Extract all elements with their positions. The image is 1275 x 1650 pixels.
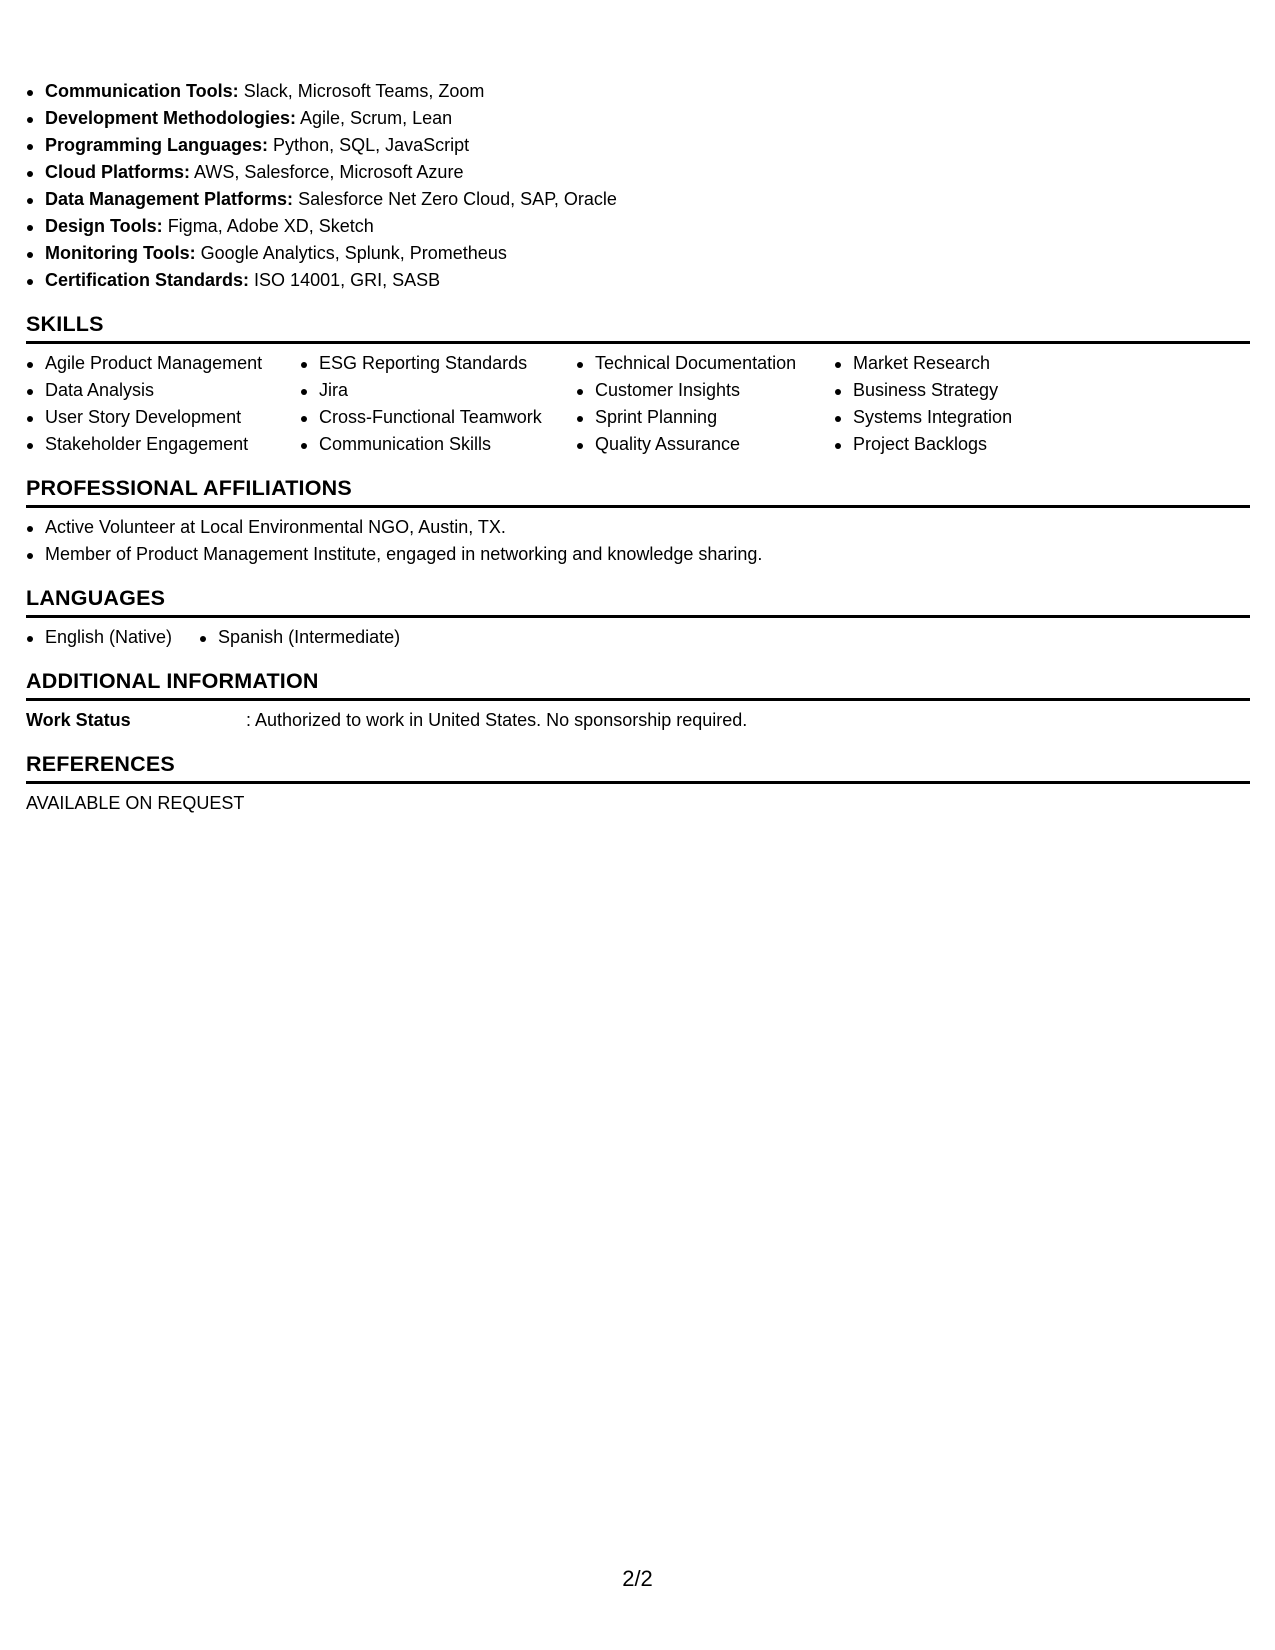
skill-item: ESG Reporting Standards [300,350,576,377]
tool-label: Communication Tools: [45,81,239,101]
language-item: Spanish (Intermediate) [199,624,400,651]
affiliation-item: Active Volunteer at Local Environmental NGO, Austin, TX. [26,514,1250,541]
skill-item: Quality Assurance [576,431,834,458]
skill-item: Cross-Functional Teamwork [300,404,576,431]
section-title-languages: LANGUAGES [26,585,1250,618]
skill-item: Sprint Planning [576,404,834,431]
tool-value: Figma, Adobe XD, Sketch [167,216,374,236]
skill-item: Customer Insights [576,377,834,404]
tool-item-monitoring [26,240,1250,267]
skill-item: Market Research [834,350,1094,377]
tool-item-communication [26,78,1250,105]
tool-label: Design Tools: [45,216,163,236]
skill-item: User Story Development [26,404,300,431]
language-item: English (Native) [26,624,172,651]
skills-column [26,350,300,458]
affiliation-item: Member of Product Management Institute, engaged in networking and knowledge sharing. [26,541,1250,568]
additional-info-section [26,668,1250,734]
tool-label: Certification Standards: [45,270,250,290]
tool-item-methodologies [26,105,1250,132]
tool-item-data-management [26,186,1250,213]
section-title-skills: SKILLS [26,311,1250,344]
tool-value: Salesforce Net Zero Cloud, SAP, Oracle [298,189,617,209]
affiliations-section [26,475,1250,568]
skill-item: Business Strategy [834,377,1094,404]
section-title-affiliations: PROFESSIONAL AFFILIATIONS [26,475,1250,508]
tool-label: Cloud Platforms: [45,162,191,182]
skills-column [834,350,1094,458]
tool-item-programming [26,132,1250,159]
skill-item: Systems Integration [834,404,1094,431]
tool-label: Data Management Platforms: [45,189,294,209]
skills-column [576,350,834,458]
tool-label: Programming Languages: [45,135,269,155]
skill-item: Technical Documentation [576,350,834,377]
page-number: 2/2 [622,1566,653,1591]
tool-item-cloud [26,159,1250,186]
skills-section [26,311,1250,458]
tool-value: Slack, Microsoft Teams, Zoom [243,81,485,101]
references-section [26,751,1250,817]
tool-item-design [26,213,1250,240]
tool-item-certification [26,267,1250,294]
skill-item: Communication Skills [300,431,576,458]
skill-item: Project Backlogs [834,431,1094,458]
skill-item: Data Analysis [26,377,300,404]
skills-column [300,350,576,458]
work-status-label: Work Status [26,710,131,730]
tool-value: Python, SQL, JavaScript [273,135,470,155]
tool-value: Google Analytics, Splunk, Prometheus [200,243,507,263]
work-status-row [26,707,1250,734]
languages-list [26,624,1250,651]
skill-item: Jira [300,377,576,404]
affiliations-list [26,514,1250,568]
tool-label: Monitoring Tools: [45,243,196,263]
tool-value: ISO 14001, GRI, SASB [254,270,441,290]
work-status-value: : Authorized to work in United States. No sponsorship required. [246,710,748,730]
section-title-additional-info: ADDITIONAL INFORMATION [26,668,1250,701]
tool-value: Agile, Scrum, Lean [300,108,453,128]
skill-item: Agile Product Management [26,350,300,377]
section-title-references: REFERENCES [26,751,1250,784]
skills-grid [26,350,1250,458]
tool-label: Development Methodologies: [45,108,297,128]
tool-value: AWS, Salesforce, Microsoft Azure [194,162,464,182]
references-text: AVAILABLE ON REQUEST [26,793,245,813]
skill-item: Stakeholder Engagement [26,431,300,458]
tools-list [26,78,1250,294]
resume-page [26,78,1250,817]
languages-section [26,585,1250,651]
